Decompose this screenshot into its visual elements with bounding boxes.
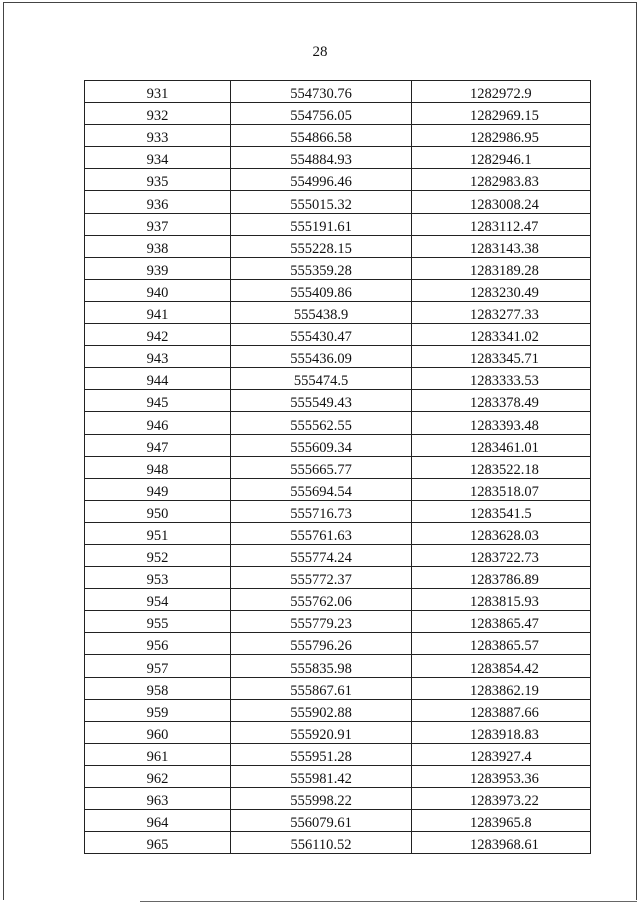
table-row <box>85 125 591 147</box>
point-number-cell: 953 <box>85 567 231 589</box>
table-row <box>85 103 591 125</box>
page-border-top <box>3 2 637 3</box>
table-row <box>85 147 591 169</box>
y-coordinate-cell: 1283393.48 <box>412 412 591 434</box>
point-number-cell: 964 <box>85 810 231 832</box>
table-row <box>85 235 591 257</box>
table-row <box>85 434 591 456</box>
point-number-cell: 937 <box>85 213 231 235</box>
table-row <box>85 655 591 677</box>
y-coordinate-cell: 1283143.38 <box>412 235 591 257</box>
table-row <box>85 810 591 832</box>
x-coordinate-cell: 555609.34 <box>231 434 412 456</box>
table-row <box>85 633 591 655</box>
table-row <box>85 500 591 522</box>
page-number: 28 <box>312 44 328 60</box>
y-coordinate-cell: 1283854.42 <box>412 655 591 677</box>
point-number-cell: 957 <box>85 655 231 677</box>
point-number-cell: 932 <box>85 103 231 125</box>
point-number-cell: 959 <box>85 699 231 721</box>
y-coordinate-cell: 1283973.22 <box>412 788 591 810</box>
point-number-cell: 941 <box>85 301 231 323</box>
y-coordinate-cell: 1283008.24 <box>412 191 591 213</box>
coordinates-table-body <box>85 81 591 854</box>
table-row <box>85 279 591 301</box>
y-coordinate-cell: 1283815.93 <box>412 589 591 611</box>
x-coordinate-cell: 554730.76 <box>231 81 412 103</box>
point-number-cell: 956 <box>85 633 231 655</box>
y-coordinate-cell: 1282969.15 <box>412 103 591 125</box>
y-coordinate-cell: 1283786.89 <box>412 567 591 589</box>
x-coordinate-cell: 555665.77 <box>231 456 412 478</box>
table-row <box>85 390 591 412</box>
y-coordinate-cell: 1282946.1 <box>412 147 591 169</box>
point-number-cell: 934 <box>85 147 231 169</box>
y-coordinate-cell: 1283887.66 <box>412 699 591 721</box>
table-row <box>85 567 591 589</box>
x-coordinate-cell: 555694.54 <box>231 478 412 500</box>
point-number-cell: 960 <box>85 721 231 743</box>
point-number-cell: 950 <box>85 500 231 522</box>
x-coordinate-cell: 554866.58 <box>231 125 412 147</box>
y-coordinate-cell: 1283461.01 <box>412 434 591 456</box>
point-number-cell: 949 <box>85 478 231 500</box>
table-row <box>85 743 591 765</box>
y-coordinate-cell: 1282986.95 <box>412 125 591 147</box>
x-coordinate-cell: 555228.15 <box>231 235 412 257</box>
y-coordinate-cell: 1283722.73 <box>412 544 591 566</box>
point-number-cell: 962 <box>85 765 231 787</box>
x-coordinate-cell: 555867.61 <box>231 677 412 699</box>
table-row <box>85 324 591 346</box>
page-border-right <box>636 2 637 900</box>
point-number-cell: 940 <box>85 279 231 301</box>
y-coordinate-cell: 1283918.83 <box>412 721 591 743</box>
x-coordinate-cell: 555920.91 <box>231 721 412 743</box>
point-number-cell: 933 <box>85 125 231 147</box>
point-number-cell: 938 <box>85 235 231 257</box>
y-coordinate-cell: 1283518.07 <box>412 478 591 500</box>
x-coordinate-cell: 555191.61 <box>231 213 412 235</box>
point-number-cell: 931 <box>85 81 231 103</box>
x-coordinate-cell: 555951.28 <box>231 743 412 765</box>
table-row <box>85 721 591 743</box>
table-row <box>85 412 591 434</box>
x-coordinate-cell: 555562.55 <box>231 412 412 434</box>
point-number-cell: 946 <box>85 412 231 434</box>
x-coordinate-cell: 555772.37 <box>231 567 412 589</box>
x-coordinate-cell: 555774.24 <box>231 544 412 566</box>
y-coordinate-cell: 1283522.18 <box>412 456 591 478</box>
table-row <box>85 611 591 633</box>
y-coordinate-cell: 1283189.28 <box>412 257 591 279</box>
table-row <box>85 301 591 323</box>
table-row <box>85 544 591 566</box>
point-number-cell: 954 <box>85 589 231 611</box>
x-coordinate-cell: 555436.09 <box>231 346 412 368</box>
point-number-cell: 948 <box>85 456 231 478</box>
point-number-cell: 936 <box>85 191 231 213</box>
x-coordinate-cell: 555762.06 <box>231 589 412 611</box>
y-coordinate-cell: 1283968.61 <box>412 832 591 854</box>
table-row <box>85 81 591 103</box>
point-number-cell: 935 <box>85 169 231 191</box>
point-number-cell: 955 <box>85 611 231 633</box>
y-coordinate-cell: 1283541.5 <box>412 500 591 522</box>
table-row <box>85 456 591 478</box>
point-number-cell: 939 <box>85 257 231 279</box>
point-number-cell: 963 <box>85 788 231 810</box>
y-coordinate-cell: 1283628.03 <box>412 522 591 544</box>
point-number-cell: 952 <box>85 544 231 566</box>
y-coordinate-cell: 1283953.36 <box>412 765 591 787</box>
page-border-bottom <box>140 901 637 902</box>
x-coordinate-cell: 555779.23 <box>231 611 412 633</box>
table-row <box>85 522 591 544</box>
x-coordinate-cell: 554996.46 <box>231 169 412 191</box>
x-coordinate-cell: 556079.61 <box>231 810 412 832</box>
y-coordinate-cell: 1283230.49 <box>412 279 591 301</box>
table-row <box>85 788 591 810</box>
point-number-cell: 942 <box>85 324 231 346</box>
y-coordinate-cell: 1283865.47 <box>412 611 591 633</box>
y-coordinate-cell: 1283345.71 <box>412 346 591 368</box>
x-coordinate-cell: 555409.86 <box>231 279 412 301</box>
y-coordinate-cell: 1283277.33 <box>412 301 591 323</box>
table-row <box>85 699 591 721</box>
table-row <box>85 257 591 279</box>
x-coordinate-cell: 555359.28 <box>231 257 412 279</box>
y-coordinate-cell: 1283333.53 <box>412 368 591 390</box>
point-number-cell: 958 <box>85 677 231 699</box>
y-coordinate-cell: 1283112.47 <box>412 213 591 235</box>
table-row <box>85 191 591 213</box>
table-row <box>85 213 591 235</box>
x-coordinate-cell: 554884.93 <box>231 147 412 169</box>
x-coordinate-cell: 555438.9 <box>231 301 412 323</box>
x-coordinate-cell: 554756.05 <box>231 103 412 125</box>
point-number-cell: 943 <box>85 346 231 368</box>
table-row <box>85 368 591 390</box>
x-coordinate-cell: 555902.88 <box>231 699 412 721</box>
point-number-cell: 965 <box>85 832 231 854</box>
x-coordinate-cell: 555981.42 <box>231 765 412 787</box>
table-row <box>85 169 591 191</box>
table-row <box>85 478 591 500</box>
y-coordinate-cell: 1283927.4 <box>412 743 591 765</box>
y-coordinate-cell: 1283865.57 <box>412 633 591 655</box>
y-coordinate-cell: 1283965.8 <box>412 810 591 832</box>
point-number-cell: 945 <box>85 390 231 412</box>
x-coordinate-cell: 555998.22 <box>231 788 412 810</box>
page-border-left <box>3 2 4 900</box>
point-number-cell: 947 <box>85 434 231 456</box>
point-number-cell: 944 <box>85 368 231 390</box>
table-row <box>85 589 591 611</box>
y-coordinate-cell: 1283862.19 <box>412 677 591 699</box>
y-coordinate-cell: 1282983.83 <box>412 169 591 191</box>
table-row <box>85 832 591 854</box>
table-row <box>85 346 591 368</box>
x-coordinate-cell: 556110.52 <box>231 832 412 854</box>
x-coordinate-cell: 555015.32 <box>231 191 412 213</box>
x-coordinate-cell: 555549.43 <box>231 390 412 412</box>
coordinates-table <box>84 80 591 854</box>
table-row <box>85 677 591 699</box>
x-coordinate-cell: 555430.47 <box>231 324 412 346</box>
x-coordinate-cell: 555716.73 <box>231 500 412 522</box>
point-number-cell: 961 <box>85 743 231 765</box>
x-coordinate-cell: 555835.98 <box>231 655 412 677</box>
y-coordinate-cell: 1283378.49 <box>412 390 591 412</box>
x-coordinate-cell: 555761.63 <box>231 522 412 544</box>
x-coordinate-cell: 555796.26 <box>231 633 412 655</box>
point-number-cell: 951 <box>85 522 231 544</box>
table-row <box>85 765 591 787</box>
y-coordinate-cell: 1283341.02 <box>412 324 591 346</box>
x-coordinate-cell: 555474.5 <box>231 368 412 390</box>
y-coordinate-cell: 1282972.9 <box>412 81 591 103</box>
